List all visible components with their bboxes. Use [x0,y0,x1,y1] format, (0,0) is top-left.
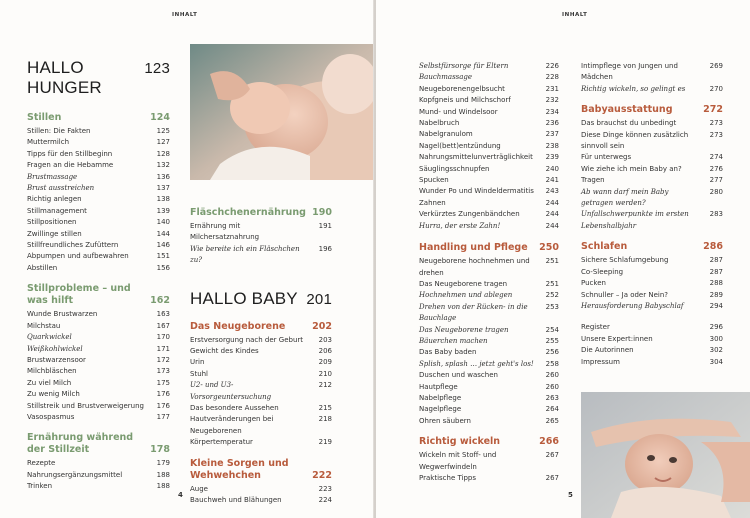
toc-entry[interactable] [27,206,170,217]
toc-entry[interactable] [27,172,170,183]
toc-entry-title: Wie bereite ich ein Fläschchen zu? [190,244,300,265]
toc-entry[interactable] [419,416,559,427]
toc-entry-page: 173 [156,367,170,376]
toc-entry[interactable] [190,495,332,506]
toc-entry-title: Auge [190,484,208,493]
toc-list-stillen [27,126,170,274]
toc-entry-page: 140 [156,218,170,227]
toc-entry-page: 146 [156,241,170,250]
toc-entry-page: 251 [545,257,559,266]
toc-entry[interactable] [27,137,170,148]
toc-entry[interactable] [581,345,723,356]
toc-entry-page: 179 [156,459,170,468]
toc-entry-page: 280 [709,187,723,196]
breastfeeding-image [190,44,374,180]
toc-entry-title: Das Baby baden [419,348,477,357]
toc-entry-page: 188 [156,482,170,491]
toc-entry[interactable] [581,255,723,266]
baby-bath-photo [581,392,750,518]
toc-entry-title: Unsere Expert:innen [581,334,653,343]
toc-entry[interactable] [419,175,559,186]
right-page [376,0,750,518]
toc-entry-title: Stillmanagement [27,206,87,215]
toc-entry-title: Spucken [419,176,449,185]
toc-entry-page: 203 [318,335,332,344]
toc-entry-title: Körpertemperatur [190,438,253,447]
toc-entry[interactable] [27,240,170,251]
toc-entry[interactable] [190,414,332,437]
toc-entry[interactable] [419,370,559,381]
toc-entry-title: Das Neugeborene tragen [419,279,508,288]
toc-entry-title: Schnuller – Ja oder Nein? [581,290,668,299]
toc-entry[interactable] [581,301,723,312]
toc-entry-page: 240 [545,164,559,173]
toc-entry[interactable] [27,344,170,355]
running-head: INHALT [562,12,588,18]
toc-entry-title: U2- und U3-Vorsorgeuntersuchung [190,381,272,401]
toc-entry[interactable] [419,152,559,163]
toc-entry-page: 224 [318,496,332,505]
toc-entry-page: 231 [545,84,559,93]
toc-entry-title: Hautpflege [419,382,458,391]
toc-list-schlafen [581,255,723,312]
toc-entry[interactable] [27,217,170,228]
toc-entry-title: Wunder Po und Windeldermatitis [419,187,534,196]
toc-list-flaeschchen [190,221,332,267]
toc-entry-page: 288 [709,279,723,288]
toc-entry-page: 234 [545,107,559,116]
toc-entry-title: Zu viel Milch [27,378,72,387]
toc-entry-page: 144 [156,229,170,238]
toc-entry-page: 188 [156,470,170,479]
toc-entry-title: Tipps für den Stillbeginn [27,149,113,158]
breastfeeding-photo [190,44,374,180]
toc-entry-title: Das Neugeborene tragen [419,325,509,334]
toc-entry[interactable] [419,198,559,209]
toc-entry-page: 172 [156,355,170,364]
toc-entry-page: 215 [318,404,332,413]
toc-entry[interactable] [419,164,559,175]
toc-entry[interactable] [581,175,723,186]
toc-entry-title: Nahrungsmittelunverträglichkeit [419,153,533,162]
toc-entry-title: Hochnehmen und ablegen [419,291,513,300]
right-column-2 [581,61,723,368]
toc-entry-page: 273 [709,119,723,128]
toc-entry-page: 239 [545,153,559,162]
toc-entry-title: Zu wenig Milch [27,390,80,399]
toc-entry[interactable] [27,401,170,412]
toc-entry-page: 274 [709,153,723,162]
toc-entry[interactable] [419,347,559,358]
toc-entry[interactable] [27,332,170,343]
toc-entry[interactable] [581,357,723,368]
toc-entry-page: 273 [709,130,723,139]
toc-entry[interactable] [419,129,559,140]
toc-entry-page: 256 [545,348,559,357]
toc-entry[interactable] [581,61,723,84]
toc-entry-page: 244 [545,198,559,207]
toc-entry[interactable] [190,437,332,448]
toc-entry-title: Vasospasmus [27,412,75,421]
toc-entry[interactable] [27,160,170,171]
toc-entry[interactable] [419,336,559,347]
toc-entry[interactable] [581,278,723,289]
toc-entry[interactable] [27,481,170,492]
toc-entry-page: 300 [709,334,723,343]
toc-entry-title: Nagel(bett)entzündung [419,141,501,150]
toc-entry[interactable] [419,393,559,404]
toc-entry-title: Milchbläschen [27,367,77,376]
toc-entry-page: 232 [545,96,559,105]
toc-entry[interactable] [27,366,170,377]
toc-entry-title: Gewicht des Kindes [190,347,259,356]
toc-entry-page: 255 [545,336,559,345]
toc-entry-page: 223 [318,484,332,493]
toc-entry-title: Nabelgranulom [419,130,473,139]
toc-entry[interactable] [190,369,332,380]
toc-entry-title: Register [581,323,610,332]
toc-entry-title: Selbstfürsorge für Eltern [419,62,509,70]
toc-entry-title: Das brauchst du unbedingt [581,119,677,128]
toc-entry-page: 304 [709,357,723,366]
toc-entry-title: Richtig anlegen [27,195,82,204]
toc-entry-page: 287 [709,267,723,276]
toc-entry-title: Brustmassage [27,172,78,181]
toc-entry-title: Stillpositionen [27,218,77,227]
toc-entry[interactable] [419,118,559,129]
toc-entry[interactable] [419,256,559,279]
toc-entry-page: 289 [709,290,723,299]
toc-entry[interactable] [190,484,332,495]
toc-entry-page: 125 [156,127,170,135]
toc-entry[interactable] [190,357,332,368]
running-head: INHALT [172,12,198,18]
toc-entry-title: Wie ziehe ich mein Baby an? [581,164,682,173]
toc-entry-title: Bauchweh und Blähungen [190,496,282,505]
toc-entry-page: 252 [545,291,559,300]
toc-entry[interactable] [190,346,332,357]
toc-list-sorgen-cont [419,61,559,232]
toc-entry-title: Pucken [581,279,606,288]
toc-entry-page: 294 [709,301,723,310]
toc-list-kleine-sorgen [190,484,332,507]
toc-entry-page: 267 [545,474,559,482]
toc-list-handling [419,256,559,427]
toc-entry-page: 167 [156,321,170,330]
toc-entry[interactable] [419,473,559,484]
toc-entry[interactable] [27,309,170,320]
toc-entry[interactable] [419,141,559,152]
toc-entry-page: 171 [156,344,170,353]
toc-entry[interactable] [27,412,170,423]
toc-entry-title: Zwillinge stillen [27,229,82,238]
part-page: 123 [144,60,170,77]
toc-entry-page: 244 [545,221,559,230]
left-column-2 [190,207,332,507]
toc-entry-title: Praktische Tipps [419,474,477,482]
toc-entry-page: 260 [545,382,559,391]
toc-entry-title: Stuhl [190,369,209,378]
toc-entry-page: 191 [318,222,332,230]
toc-entry-title: Urin [190,358,205,367]
toc-entry[interactable] [581,267,723,278]
toc-entry-page: 163 [156,310,170,319]
toc-entry-page: 139 [156,206,170,215]
toc-entry-title: Erstversorgung nach der Geburt [190,335,304,344]
baby-bath-image [581,392,750,518]
toc-entry-title: Drehen von der Rücken- in die Bauchlage [419,302,528,323]
toc-entry[interactable] [419,290,559,301]
toc-list-stillprobleme [27,309,170,423]
toc-entry-page: 228 [545,73,559,82]
toc-entry-page: 237 [545,130,559,139]
toc-entry-title: Weißkohlwickel [27,344,83,353]
toc-entry-page: 270 [709,84,723,93]
toc-entry-page: 226 [545,62,559,70]
toc-entry-title: Wickeln mit Stoff- und Wegwerfwindeln [419,451,497,471]
toc-entry-page: 243 [545,187,559,196]
toc-entry-title: Trinken [27,482,53,491]
toc-entry-title: Bauchmassage [419,73,473,82]
toc-entry-page: 267 [545,451,559,460]
toc-list-anhang [581,322,723,368]
part-hallo-baby[interactable]: HALLO BABY 201 [190,288,332,308]
toc-list-wickeln [419,450,559,484]
toc-entry-title: Hautveränderungen bei Neugeborenen [190,415,274,435]
toc-entry[interactable] [581,84,723,95]
toc-entry-title: Richtig wickeln, so gelingt es [581,84,686,93]
toc-entry-title: Intimpflege von Jungen und Mädchen [581,62,678,82]
toc-entry-page: 258 [545,359,559,368]
toc-entry-page: 176 [156,401,170,410]
toc-entry-title: Rezepte [27,459,56,468]
toc-entry-title: Mund- und Windelsoor [419,107,498,116]
toc-entry-page: 210 [318,369,332,378]
toc-entry-title: Stillen: Die Fakten [27,127,91,135]
toc-entry[interactable] [419,279,559,290]
toc-entry[interactable] [581,152,723,163]
toc-entry-title: Verkürztes Zungenbändchen [419,210,520,219]
toc-entry-title: Für unterwegs [581,153,632,162]
toc-entry-title: Kopfgneis und Milchschorf [419,96,511,105]
toc-entry-page: 296 [709,323,723,332]
toc-entry[interactable] [419,382,559,393]
toc-entry-title: Ab wann darf mein Baby getragen werden? [581,187,669,208]
toc-entry[interactable] [27,126,170,137]
toc-entry[interactable] [27,470,170,481]
part-title: HALLO HUNGER [27,58,102,97]
toc-entry-page: 175 [156,378,170,387]
toc-entry[interactable] [27,263,170,274]
toc-entry[interactable] [190,403,332,414]
section-flaeschchen[interactable]: Fläschchenernährung 190 [190,207,332,218]
toc-entry-page: 137 [156,184,170,193]
toc-entry-page: 212 [318,381,332,390]
toc-entry-title: Unfallschwerpunkte im ersten Lebenshalbjahr [581,210,689,230]
toc-entry-page: 128 [156,149,170,158]
toc-entry-page: 151 [156,252,170,261]
toc-entry-page: 206 [318,347,332,356]
toc-entry-title: Brust ausstreichen [27,184,95,193]
toc-entry[interactable] [581,164,723,175]
toc-entry-page: 138 [156,195,170,204]
toc-entry-page: 269 [709,62,723,70]
toc-entry-title: Impressum [581,357,620,366]
toc-entry-title: Das besondere Aussehen [190,404,279,413]
toc-entry-title: Sichere Schlafumgebung [581,256,669,265]
toc-entry-title: Muttermilch [27,138,70,147]
toc-entry[interactable] [581,118,723,129]
toc-entry[interactable] [27,321,170,332]
toc-entry-title: Herausforderung Babyschlaf [581,301,684,310]
page-number: 4 [178,491,183,499]
toc-entry-title: Hurra, der erste Zahn! [419,221,501,230]
toc-entry[interactable] [581,209,723,232]
toc-entry[interactable] [419,302,559,325]
toc-entry-title: Fragen an die Hebamme [27,161,114,170]
toc-entry[interactable] [419,95,559,106]
toc-entry-page: 260 [545,371,559,380]
toc-entry[interactable] [419,221,559,232]
toc-entry-title: Neugeborene hochnehmen und drehen [419,257,530,277]
toc-list-wickeln-cont [581,61,723,95]
toc-entry-title: Co-Sleeping [581,267,624,276]
toc-entry[interactable] [581,322,723,333]
toc-entry[interactable] [581,290,723,301]
toc-entry[interactable] [419,209,559,220]
toc-entry-page: 264 [545,405,559,414]
toc-entry[interactable] [27,194,170,205]
page-number: 5 [568,491,573,499]
toc-entry-title: Tragen [581,176,605,185]
toc-entry[interactable] [190,380,332,403]
left-column-1 [27,58,170,493]
toc-entry[interactable] [419,359,559,370]
section-babyausstattung[interactable]: Babyausstattung 272 [581,104,723,116]
toc-list-neugeborene [190,335,332,449]
section-stillen[interactable]: Stillen 124 [27,112,170,123]
toc-entry[interactable] [419,325,559,336]
toc-entry[interactable] [419,72,559,83]
toc-entry[interactable] [27,458,170,469]
part-hallo-hunger[interactable] [27,58,170,98]
toc-entry-title: Nahrungsergänzungsmittel [27,470,123,479]
toc-entry[interactable] [27,229,170,240]
toc-entry-title: Die Autorinnen [581,346,634,355]
toc-entry-title: Nabelbruch [419,119,460,128]
toc-entry[interactable] [419,84,559,95]
toc-entry[interactable] [581,187,723,210]
toc-entry[interactable] [190,221,332,244]
toc-entry[interactable] [27,355,170,366]
toc-entry-title: Wunde Brustwarzen [27,310,98,319]
toc-entry-title: Ernährung mit Milchersatznahrung [190,222,260,242]
toc-entry-page: 170 [156,333,170,342]
toc-entry[interactable] [419,61,559,72]
toc-entry[interactable] [581,334,723,345]
toc-entry-page: 177 [156,412,170,421]
toc-entry-page: 196 [318,244,332,253]
toc-entry-page: 176 [156,390,170,399]
section-neugeborene[interactable]: Das Neugeborene 202 [190,320,332,332]
toc-entry-title: Bäuerchen machen [419,336,488,345]
toc-entry-title: Brustwarzensoor [27,355,86,364]
toc-entry[interactable] [190,335,332,346]
toc-entry[interactable] [27,183,170,194]
toc-entry-title: Quarkwickel [27,333,72,342]
toc-entry-page: 219 [318,438,332,447]
toc-entry-title: Splish, splash … jetzt geht's los! [419,359,534,368]
toc-entry-page: 238 [545,141,559,150]
toc-entry[interactable] [419,450,559,473]
section-ernaehrung[interactable]: Ernährung während der Stillzeit 178 [27,432,170,456]
toc-entry-title: Neugeborenengelbsucht [419,84,505,93]
toc-entry[interactable] [27,378,170,389]
toc-entry-page: 251 [545,279,559,288]
toc-entry-page: 218 [318,415,332,424]
toc-entry[interactable] [190,244,332,267]
toc-entry-title: Duschen und waschen [419,371,498,380]
toc-entry-title: Säuglingsschnupfen [419,164,490,173]
toc-entry-page: 236 [545,119,559,128]
toc-entry-title: Abpumpen und aufbewahren [27,252,129,261]
toc-entry-title: Abstillen [27,263,58,272]
toc-entry-page: 283 [709,210,723,219]
toc-entry[interactable] [419,186,559,197]
section-schlafen[interactable]: Schlafen 286 [581,241,723,253]
toc-entry[interactable] [419,107,559,118]
toc-entry-page: 127 [156,138,170,147]
toc-entry-page: 263 [545,393,559,402]
toc-entry-title: Nagelpflege [419,405,462,414]
toc-entry-page: 241 [545,176,559,185]
toc-entry-title: Stillstreik und Brustverweigerung [27,401,144,410]
toc-entry-page: 265 [545,416,559,425]
toc-entry-title: Ohren säubern [419,416,471,425]
toc-entry-page: 253 [545,302,559,311]
section-kleine-sorgen[interactable]: Kleine Sorgen und Wehwehchen 222 [190,457,332,481]
toc-entry[interactable] [419,404,559,415]
toc-entry-page: 209 [318,358,332,367]
section-wickeln[interactable]: Richtig wickeln 266 [419,436,559,448]
section-handling[interactable]: Handling und Pflege 250 [419,242,559,254]
toc-entry-title: Zahnen [419,198,446,207]
toc-entry-page: 244 [545,210,559,219]
toc-entry-page: 287 [709,256,723,265]
toc-entry-title: Diese Dinge können zusätzlich sinnvoll sein [581,130,689,151]
toc-entry-page: 136 [156,172,170,181]
toc-entry-title: Nabelpflege [419,393,462,402]
toc-entry[interactable] [27,251,170,262]
toc-entry[interactable] [27,149,170,160]
toc-entry[interactable] [27,389,170,400]
section-stillprobleme[interactable]: Stillprobleme – und was hilft 162 [27,283,170,307]
toc-entry-page: 277 [709,176,723,185]
toc-entry-page: 156 [156,263,170,272]
toc-entry[interactable] [581,130,723,153]
right-column-1 [419,61,559,484]
toc-entry-page: 132 [156,161,170,170]
toc-entry-title: Stillfreundliches Zufüttern [27,241,119,250]
toc-entry-page: 254 [545,325,559,334]
toc-entry-page: 276 [709,164,723,173]
toc-entry-title: Milchstau [27,321,61,330]
left-page [0,0,374,518]
toc-entry-page: 302 [709,346,723,355]
toc-list-babyausstattung [581,118,723,232]
toc-list-ernaehrung [27,458,170,492]
